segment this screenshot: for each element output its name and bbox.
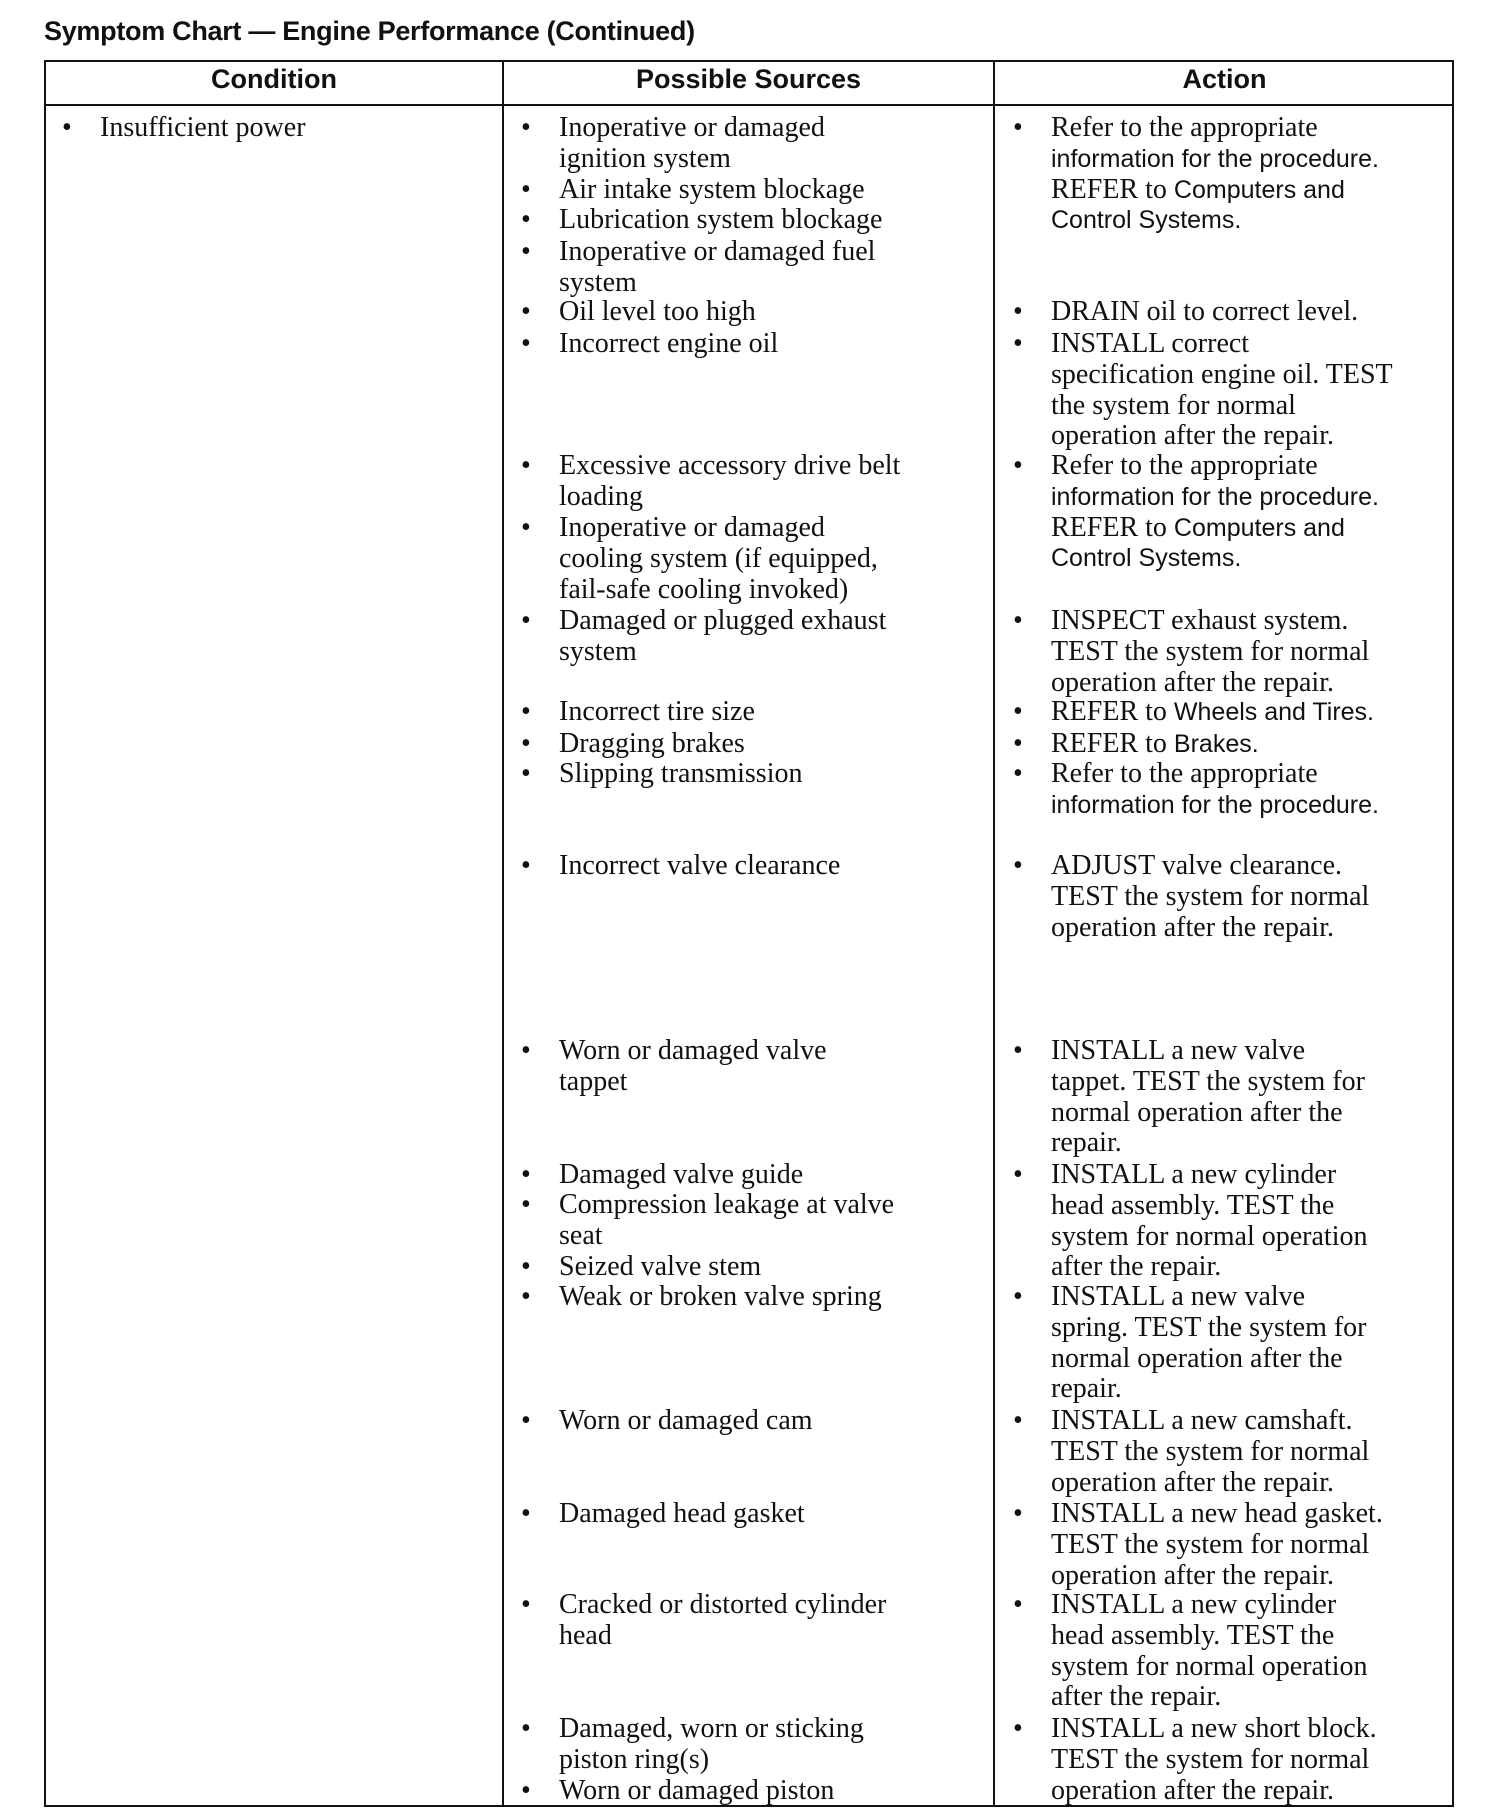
action-text: after the repair.	[1051, 1681, 1222, 1713]
action-text: operation after the repair.	[1051, 666, 1334, 698]
bullet-icon: •	[1013, 605, 1023, 636]
source-text: Oil level too high	[559, 296, 756, 327]
condition-text: Insufficient power	[100, 112, 306, 143]
bullet-icon: •	[521, 512, 531, 543]
source-text: system	[559, 635, 637, 667]
header-possible-sources: Possible Sources	[635, 64, 862, 94]
cross-reference-text: Computers and	[1173, 175, 1345, 204]
action-text: REFER to	[1051, 511, 1174, 543]
action-text: Refer to the appropriate	[1051, 112, 1318, 143]
symptom-table	[44, 60, 1454, 1807]
action-text: TEST the system for normal	[1051, 1528, 1370, 1560]
bullet-icon: •	[521, 1189, 531, 1220]
action-text: system for normal operation	[1051, 1220, 1368, 1252]
action-text: DRAIN oil to correct level.	[1051, 296, 1359, 327]
bullet-icon: •	[1013, 328, 1023, 359]
cross-reference-text: information for the procedure.	[1051, 144, 1379, 173]
action-text: INSPECT exhaust system.	[1051, 605, 1349, 636]
action-line	[1051, 1714, 1377, 1745]
action-line	[1051, 759, 1379, 790]
action-line	[1051, 451, 1379, 482]
source-text: Damaged or plugged exhaust	[559, 605, 887, 636]
action-line	[1051, 637, 1369, 668]
column-divider	[502, 62, 504, 1805]
bullet-icon: •	[521, 1498, 531, 1529]
source-text: head	[559, 1619, 612, 1651]
cross-reference-text: Control Systems.	[1051, 544, 1242, 573]
action-line	[1051, 513, 1379, 544]
action-line	[1051, 1067, 1365, 1098]
action-line	[1051, 1222, 1367, 1253]
bullet-icon: •	[521, 728, 531, 759]
action-text: normal operation after the	[1051, 1342, 1343, 1374]
source-text: Worn or damaged cam	[559, 1405, 813, 1436]
action-line	[1051, 1344, 1367, 1375]
source-text: cooling system (if equipped,	[559, 542, 878, 574]
action-text: repair.	[1051, 1127, 1122, 1159]
action-line	[1051, 421, 1393, 452]
source-text: Inoperative or damaged	[559, 512, 825, 543]
source-text: Inoperative or damaged	[559, 112, 825, 143]
bullet-icon: •	[521, 236, 531, 267]
action-line	[1051, 606, 1369, 637]
source-text: Worn or damaged valve	[559, 1035, 827, 1066]
bullet-icon: •	[1013, 1159, 1023, 1190]
bullet-icon: •	[1013, 1713, 1023, 1744]
header-action: Action	[1182, 64, 1267, 94]
bullet-icon: •	[521, 450, 531, 481]
source-text: loading	[559, 480, 643, 512]
source-text: Slipping transmission	[559, 758, 803, 789]
action-text: after the repair.	[1051, 1251, 1222, 1283]
bullet-icon: •	[521, 605, 531, 636]
cross-reference-text: Brakes.	[1173, 730, 1259, 758]
action-text: operation after the repair.	[1051, 911, 1334, 943]
bullet-icon: •	[521, 174, 531, 205]
source-text: fail-safe cooling invoked)	[559, 573, 849, 605]
action-line	[1051, 697, 1374, 728]
bullet-icon: •	[1013, 758, 1023, 789]
source-text: Excessive accessory drive belt	[559, 450, 901, 481]
action-line	[1051, 1776, 1377, 1807]
column-divider	[993, 62, 995, 1805]
bullet-icon: •	[1013, 696, 1023, 727]
action-text: operation after the repair.	[1051, 420, 1334, 452]
action-text: TEST the system for normal	[1051, 635, 1370, 667]
bullet-icon: •	[1013, 850, 1023, 881]
source-text: Inoperative or damaged fuel	[559, 236, 876, 267]
action-line	[1051, 729, 1259, 760]
source-text: Lubrication system blockage	[559, 204, 883, 235]
action-text: INSTALL a new head gasket.	[1051, 1498, 1383, 1529]
bullet-icon: •	[521, 1589, 531, 1620]
bullet-icon: •	[1013, 296, 1023, 327]
action-line	[1051, 882, 1369, 913]
source-text: Air intake system blockage	[559, 174, 865, 205]
action-text: operation after the repair.	[1051, 1559, 1334, 1591]
action-line	[1051, 1745, 1377, 1776]
source-text: Damaged, worn or sticking	[559, 1713, 864, 1744]
action-text: TEST the system for normal	[1051, 880, 1370, 912]
action-line	[1051, 1374, 1367, 1405]
action-text: INSTALL a new camshaft.	[1051, 1405, 1353, 1436]
action-text: INSTALL a new cylinder	[1051, 1159, 1337, 1190]
source-text: tappet	[559, 1065, 628, 1097]
bullet-icon: •	[521, 1775, 531, 1806]
source-text: seat	[559, 1219, 603, 1251]
bullet-icon: •	[521, 1251, 531, 1282]
bullet-icon: •	[1013, 1589, 1023, 1620]
action-text: INSTALL correct	[1051, 328, 1250, 359]
action-text: system for normal operation	[1051, 1650, 1368, 1682]
action-line	[1051, 329, 1393, 360]
action-line	[1051, 543, 1379, 574]
source-text: system	[559, 266, 637, 298]
action-line	[1051, 1499, 1383, 1530]
action-line	[1051, 1098, 1365, 1129]
action-line	[1051, 360, 1393, 391]
action-line	[1051, 1160, 1367, 1191]
action-text: specification engine oil. TEST	[1051, 358, 1393, 390]
action-line	[1051, 113, 1379, 144]
action-line	[1051, 1437, 1369, 1468]
action-text: repair.	[1051, 1373, 1122, 1405]
source-text: piston ring(s)	[559, 1743, 710, 1775]
bullet-icon: •	[521, 696, 531, 727]
bullet-icon: •	[62, 112, 72, 143]
action-text: operation after the repair.	[1051, 1774, 1334, 1806]
source-text: Damaged valve guide	[559, 1159, 804, 1190]
cross-reference-text: information for the procedure.	[1051, 482, 1379, 511]
action-line	[1051, 1282, 1367, 1313]
action-text: REFER to	[1051, 173, 1174, 205]
action-line	[1051, 297, 1358, 328]
bullet-icon: •	[1013, 112, 1023, 143]
action-text: Refer to the appropriate	[1051, 450, 1318, 481]
action-line	[1051, 1530, 1383, 1561]
bullet-icon: •	[521, 1281, 531, 1312]
cross-reference-text: Wheels and Tires.	[1173, 698, 1375, 726]
page-title: Symptom Chart — Engine Performance (Continued)	[44, 16, 695, 46]
bullet-icon: •	[521, 1035, 531, 1066]
action-line	[1051, 1682, 1367, 1713]
bullet-icon: •	[521, 204, 531, 235]
action-line	[1051, 1252, 1367, 1283]
bullet-icon: •	[1013, 1281, 1023, 1312]
cross-reference-text: Control Systems.	[1051, 206, 1242, 235]
action-text: ADJUST valve clearance.	[1051, 850, 1343, 881]
bullet-icon: •	[521, 328, 531, 359]
source-text: Compression leakage at valve	[559, 1189, 895, 1220]
action-line	[1051, 175, 1379, 206]
action-text: INSTALL a new cylinder	[1051, 1589, 1337, 1620]
action-line	[1051, 1191, 1367, 1222]
source-text: Incorrect tire size	[559, 696, 755, 727]
source-text: Damaged head gasket	[559, 1498, 805, 1529]
source-text: Seized valve stem	[559, 1251, 762, 1282]
bullet-icon: •	[521, 296, 531, 327]
header-divider	[46, 104, 1452, 106]
bullet-icon: •	[1013, 1405, 1023, 1436]
bullet-icon: •	[521, 1405, 531, 1436]
source-text: Incorrect engine oil	[559, 328, 779, 359]
action-text: INSTALL a new valve	[1051, 1281, 1306, 1312]
action-line	[1051, 1128, 1365, 1159]
action-text: Refer to the appropriate	[1051, 758, 1318, 789]
action-line	[1051, 1313, 1367, 1344]
action-text: REFER to	[1051, 696, 1174, 727]
action-text: TEST the system for normal	[1051, 1435, 1370, 1467]
action-line	[1051, 482, 1379, 513]
source-text: Dragging brakes	[559, 728, 745, 759]
action-text: head assembly. TEST the	[1051, 1189, 1335, 1221]
action-line	[1051, 790, 1379, 821]
cross-reference-text: Computers and	[1173, 513, 1345, 542]
action-line	[1051, 851, 1369, 882]
action-line	[1051, 144, 1379, 175]
action-text: normal operation after the	[1051, 1096, 1343, 1128]
action-text: TEST the system for normal	[1051, 1743, 1370, 1775]
action-line	[1051, 668, 1369, 699]
action-text: INSTALL a new short block.	[1051, 1713, 1377, 1744]
action-line	[1051, 1406, 1369, 1437]
action-line	[1051, 1036, 1365, 1067]
bullet-icon: •	[1013, 1035, 1023, 1066]
header-condition: Condition	[211, 64, 337, 94]
bullet-icon: •	[521, 850, 531, 881]
bullet-icon: •	[521, 112, 531, 143]
action-line	[1051, 1561, 1383, 1592]
source-text: Incorrect valve clearance	[559, 850, 841, 881]
action-text: REFER to	[1051, 728, 1174, 759]
action-text: tappet. TEST the system for	[1051, 1065, 1365, 1097]
action-text: operation after the repair.	[1051, 1466, 1334, 1498]
bullet-icon: •	[521, 758, 531, 789]
action-line	[1051, 1652, 1367, 1683]
action-line	[1051, 1468, 1369, 1499]
action-text: head assembly. TEST the	[1051, 1619, 1335, 1651]
bullet-icon: •	[1013, 728, 1023, 759]
action-line	[1051, 913, 1369, 944]
source-text: Worn or damaged piston	[559, 1775, 835, 1806]
action-line	[1051, 1590, 1367, 1621]
bullet-icon: •	[1013, 1498, 1023, 1529]
action-text: spring. TEST the system for	[1051, 1311, 1367, 1343]
action-text: INSTALL a new valve	[1051, 1035, 1306, 1066]
bullet-icon: •	[1013, 450, 1023, 481]
action-line	[1051, 1621, 1367, 1652]
action-line	[1051, 205, 1379, 236]
bullet-icon: •	[521, 1159, 531, 1190]
source-text: Cracked or distorted cylinder	[559, 1589, 887, 1620]
bullet-icon: •	[521, 1713, 531, 1744]
source-text: ignition system	[559, 142, 731, 174]
cross-reference-text: information for the procedure.	[1051, 790, 1379, 819]
action-line	[1051, 391, 1393, 422]
source-text: Weak or broken valve spring	[559, 1281, 882, 1312]
action-text: the system for normal	[1051, 389, 1296, 421]
